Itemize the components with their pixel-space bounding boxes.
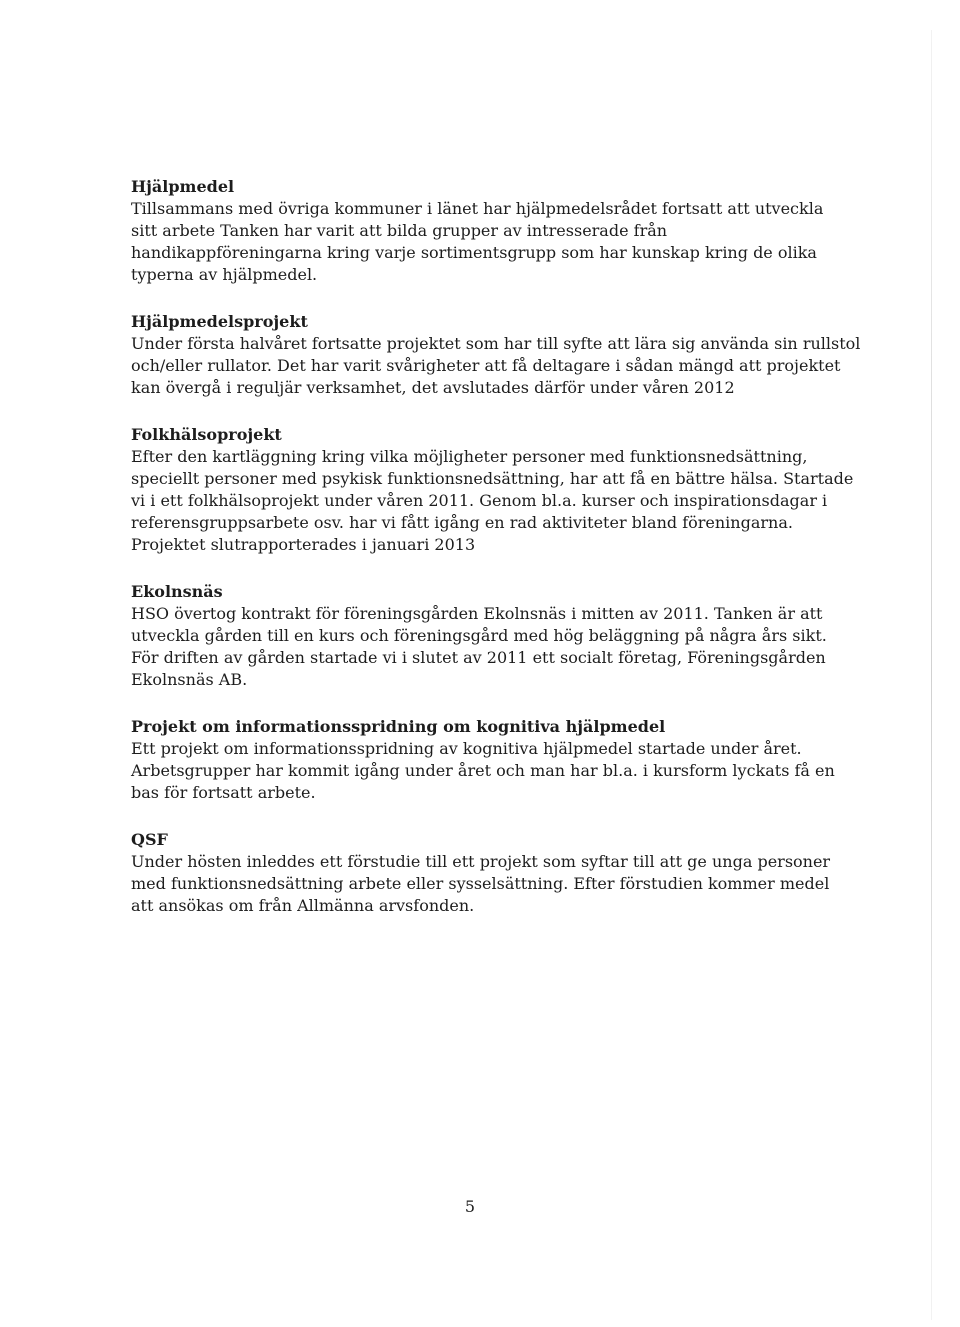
paragraph-line: Tillsammans med övriga kommuner i länet har hjälpmedelsrådet fortsatt att utveckla: [131, 199, 824, 218]
paragraph-line: handikappföreningarna kring varje sortimentsgrupp som har kunskap kring de olika: [131, 243, 817, 262]
section-kognitiva-hjalpmedel: [131, 716, 835, 804]
section-hjalpmedel: [131, 176, 831, 286]
paragraph-line: Ekolnsnäs AB.: [131, 670, 248, 689]
paragraph-line: att ansökas om från Allmänna arvsfonden.: [131, 896, 475, 915]
section-ekolnsnas: [131, 581, 831, 691]
section-paragraph: [131, 446, 854, 556]
section-heading: Ekolnsnäs: [131, 582, 223, 601]
paragraph-line: Projektet slutrapporterades i januari 2013: [131, 535, 476, 554]
section-heading: Hjälpmedel: [131, 177, 235, 196]
section-heading: Projekt om informationsspridning om kognitiva hjälpmedel: [131, 717, 666, 736]
paragraph-line: Arbetsgrupper har kommit igång under året och man har bl.a. i kursform lyckats få en: [131, 761, 835, 780]
section-folkhalsoprojekt: [131, 424, 854, 556]
paragraph-line: utveckla gården till en kurs och föreningsgård med hög beläggning på några års sikt.: [131, 626, 827, 645]
page-number: 5: [464, 1197, 476, 1216]
paragraph-line: Efter den kartläggning kring vilka möjligheter personer med funktionsnedsättning,: [131, 447, 808, 466]
paragraph-line: referensgruppsarbete osv. har vi fått igång en rad aktiviteter bland föreningarna.: [131, 513, 793, 532]
paragraph-line: Ett projekt om informationsspridning av kognitiva hjälpmedel startade under året.: [131, 739, 802, 758]
section-heading: Hjälpmedelsprojekt: [131, 312, 308, 331]
section-hjalpmedelsprojekt: [131, 311, 861, 399]
section-paragraph: [131, 851, 831, 917]
paragraph-line: och/eller rullator. Det har varit svårigheter att få deltagare i sådan mängd att projektet: [131, 356, 841, 375]
paragraph-line: med funktionsnedsättning arbete eller sysselsättning. Efter förstudien kommer medel: [131, 874, 830, 893]
paragraph-line: kan övergå i reguljär verksamhet, det avslutades därför under våren 2012: [131, 378, 735, 397]
paragraph-line: Under hösten inleddes ett förstudie till ett projekt som syftar till att ge unga personer: [131, 852, 831, 871]
section-paragraph: [131, 603, 831, 691]
paragraph-line: vi i ett folkhälsoprojekt under våren 2011. Genom bl.a. kurser och inspirationsdagar i: [131, 491, 828, 510]
document-body: [131, 176, 861, 942]
paragraph-line: typerna av hjälpmedel.: [131, 265, 318, 284]
paragraph-line: sitt arbete Tanken har varit att bilda grupper av intresserade från: [131, 221, 668, 240]
paragraph-line: För driften av gården startade vi i slutet av 2011 ett socialt företag, Föreningsgården: [131, 648, 826, 667]
section-paragraph: [131, 333, 861, 399]
paragraph-line: bas för fortsatt arbete.: [131, 783, 316, 802]
section-heading: Folkhälsoprojekt: [131, 425, 282, 444]
scan-edge-line: [931, 30, 932, 1320]
section-paragraph: [131, 738, 835, 804]
section-qsf: [131, 829, 831, 917]
section-heading: QSF: [131, 830, 168, 849]
paragraph-line: speciellt personer med psykisk funktionsnedsättning, har att få en bättre hälsa. Startade: [131, 469, 854, 488]
paragraph-line: Under första halvåret fortsatte projektet som har till syfte att lära sig använda sin rullstol: [131, 334, 861, 353]
paragraph-line: HSO övertog kontrakt för föreningsgården Ekolnsnäs i mitten av 2011. Tanken är att: [131, 604, 823, 623]
section-paragraph: [131, 198, 831, 286]
